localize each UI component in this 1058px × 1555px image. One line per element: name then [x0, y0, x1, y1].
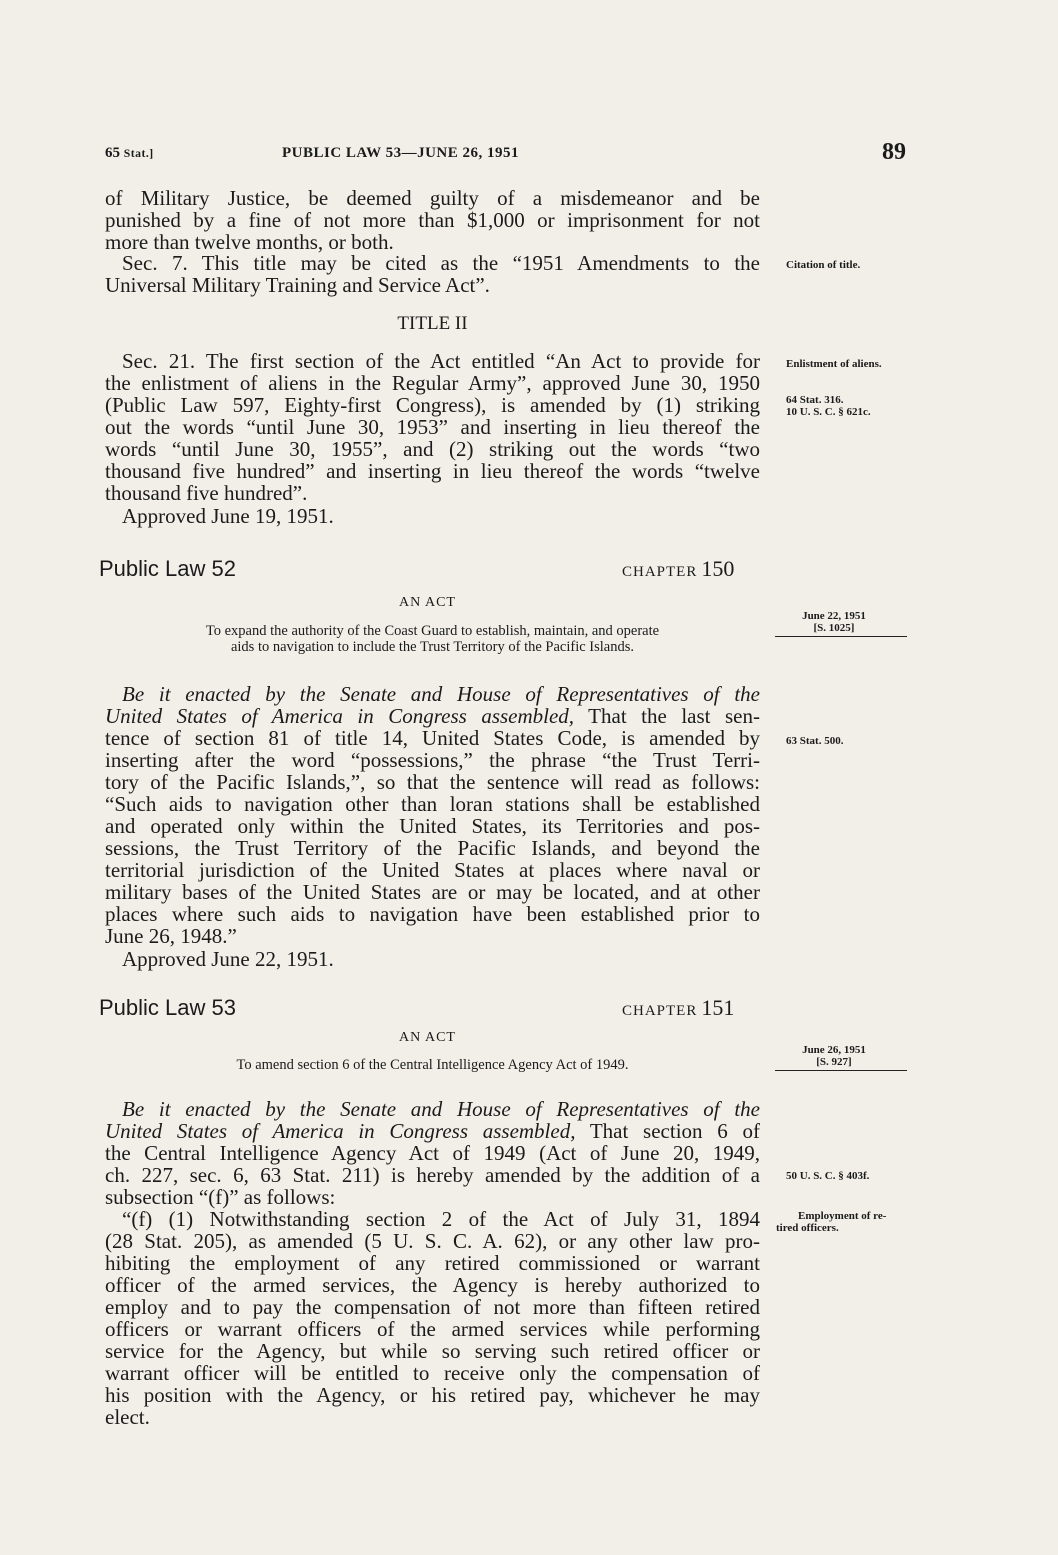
text-line: “(f) (1) Notwithstanding section 2 of the Act of July 31, 1894 — [122, 1207, 760, 1231]
text-line: his position with the Agency, or his retired pay, whichever he may — [105, 1383, 760, 1407]
margin-note-employment: tired officers. — [776, 1222, 839, 1234]
text-line: “Such aids to navigation other than loran stations shall be established — [105, 792, 760, 816]
text-line: military bases of the United States are or may be located, and at other — [105, 880, 760, 904]
stat-volume: 65 — [105, 145, 120, 161]
running-head-stat — [105, 145, 154, 162]
margin-note-enlistment: Enlistment of aliens. — [786, 358, 882, 370]
margin-note-citation: Citation of title. — [786, 259, 861, 271]
act-purpose: aids to navigation to include the Trust Territory of the Pacific Islands. — [230, 639, 635, 655]
text-line: territorial jurisdiction of the United States at places where naval or — [105, 858, 760, 882]
text-line: thousand five hundred”. — [105, 481, 308, 505]
text-line: places where such aids to navigation have been established prior to — [105, 902, 760, 926]
enacting-italic: United States of America in Congress assembled, — [105, 704, 575, 728]
public-law-heading: Public Law 53 — [99, 995, 236, 1020]
text-line: subsection “(f)” as follows: — [105, 1185, 336, 1209]
text-line: employ and to pay the compensation of not more than fifteen retired — [105, 1295, 760, 1319]
chapter-heading — [622, 995, 734, 1021]
text-line: Sec. 21. The first section of the Act entitled “An Act to provide for — [122, 349, 760, 373]
enacting-clause — [105, 1120, 760, 1142]
approval-line: Approved June 19, 1951. — [122, 504, 334, 528]
chapter-heading — [622, 556, 734, 582]
margin-note-usc: 50 U. S. C. § 403f. — [786, 1170, 870, 1182]
text-line: the Central Intelligence Agency Act of 1949 (Act of June 20, 1949, — [105, 1141, 760, 1165]
margin-rule — [775, 636, 907, 637]
text-line: the enlistment of aliens in the Regular Army”, approved June 30, 1950 — [105, 371, 760, 395]
text-line: elect. — [105, 1405, 150, 1429]
enacting-clause — [105, 705, 760, 727]
text-line: punished by a fine of not more than $1,000 or imprisonment for not — [105, 208, 760, 232]
enacting-rest: That section 6 of — [575, 1119, 760, 1143]
text-line: Sec. 7. This title may be cited as the “1951 Amendments to the — [122, 251, 760, 275]
act-purpose: To expand the authority of the Coast Guard to establish, maintain, and operate — [205, 623, 660, 639]
margin-rule — [775, 1070, 907, 1071]
text-line: June 26, 1948.” — [105, 924, 237, 948]
margin-note-stat: 64 Stat. 316. — [786, 394, 844, 406]
margin-date: June 22, 1951 — [802, 610, 866, 622]
margin-note-usc: 10 U. S. C. § 621c. — [786, 406, 871, 418]
text-line: tory of the Pacific Islands,”, so that the sentence will read as follows: — [105, 770, 760, 794]
text-line: hibiting the employment of any retired commissioned or warrant — [105, 1251, 760, 1275]
text-line: out the words “until June 30, 1953” and inserting in lieu thereof the — [105, 415, 760, 439]
act-purpose: To amend section 6 of the Central Intelligence Agency Act of 1949. — [236, 1057, 629, 1073]
chapter-label: CHAPTER — [622, 1003, 698, 1019]
margin-bill: [S. 1025] — [813, 622, 855, 634]
title-heading: TITLE II — [397, 313, 468, 334]
margin-bill: [S. 927] — [816, 1056, 852, 1068]
text-line: service for the Agency, but while so serving such retired officer or — [105, 1339, 760, 1363]
text-line: tence of section 81 of title 14, United States Code, is amended by — [105, 726, 760, 750]
enacting-clause: Be it enacted by the Senate and House of Representatives of the — [122, 1097, 760, 1121]
chapter-label: CHAPTER — [622, 564, 698, 580]
text-line: officers or warrant officers of the armed services while performing — [105, 1317, 760, 1341]
public-law-heading: Public Law 52 — [99, 556, 236, 581]
running-title: PUBLIC LAW 53—JUNE 26, 1951 — [282, 145, 519, 161]
text-line: officer of the armed services, the Agency is hereby authorized to — [105, 1273, 760, 1297]
page-number: 89 — [882, 139, 906, 165]
an-act: AN ACT — [399, 1030, 456, 1045]
enacting-italic: United States of America in Congress assembled, — [105, 1119, 576, 1143]
text-line: more than twelve months, or both. — [105, 230, 394, 254]
enacting-clause: Be it enacted by the Senate and House of Representatives of the — [122, 682, 760, 706]
enacting-rest: That the last sen- — [574, 704, 760, 728]
text-line: (28 Stat. 205), as amended (5 U. S. C. A. 62), or any other law pro- — [105, 1229, 760, 1253]
text-line: words “until June 30, 1955”, and (2) striking out the words “two — [105, 437, 760, 461]
margin-note-stat: 63 Stat. 500. — [786, 735, 844, 747]
text-line: warrant officer will be entitled to receive only the compensation of — [105, 1361, 760, 1385]
approval-line: Approved June 22, 1951. — [122, 947, 334, 971]
chapter-number: 150 — [701, 556, 735, 581]
stat-label: Stat.] — [123, 147, 154, 160]
margin-note-employment: Employment of re- — [798, 1210, 887, 1222]
text-line: of Military Justice, be deemed guilty of a misdemeanor and be — [105, 186, 760, 210]
text-line: inserting after the word “possessions,” the phrase “the Trust Terri- — [105, 748, 760, 772]
text-line: sessions, the Trust Territory of the Pacific Islands, and beyond the — [105, 836, 760, 860]
text-line: ch. 227, sec. 6, 63 Stat. 211) is hereby amended by the addition of a — [105, 1163, 760, 1187]
text-line: thousand five hundred” and inserting in lieu thereof the words “twelve — [105, 459, 760, 483]
margin-date: June 26, 1951 — [802, 1044, 866, 1056]
text-line: Universal Military Training and Service Act”. — [105, 273, 490, 297]
an-act: AN ACT — [399, 595, 456, 610]
text-line: (Public Law 597, Eighty-first Congress), is amended by (1) striking — [105, 393, 760, 417]
chapter-number: 151 — [701, 995, 735, 1020]
text-line: and operated only within the United States, its Territories and pos- — [105, 814, 760, 838]
